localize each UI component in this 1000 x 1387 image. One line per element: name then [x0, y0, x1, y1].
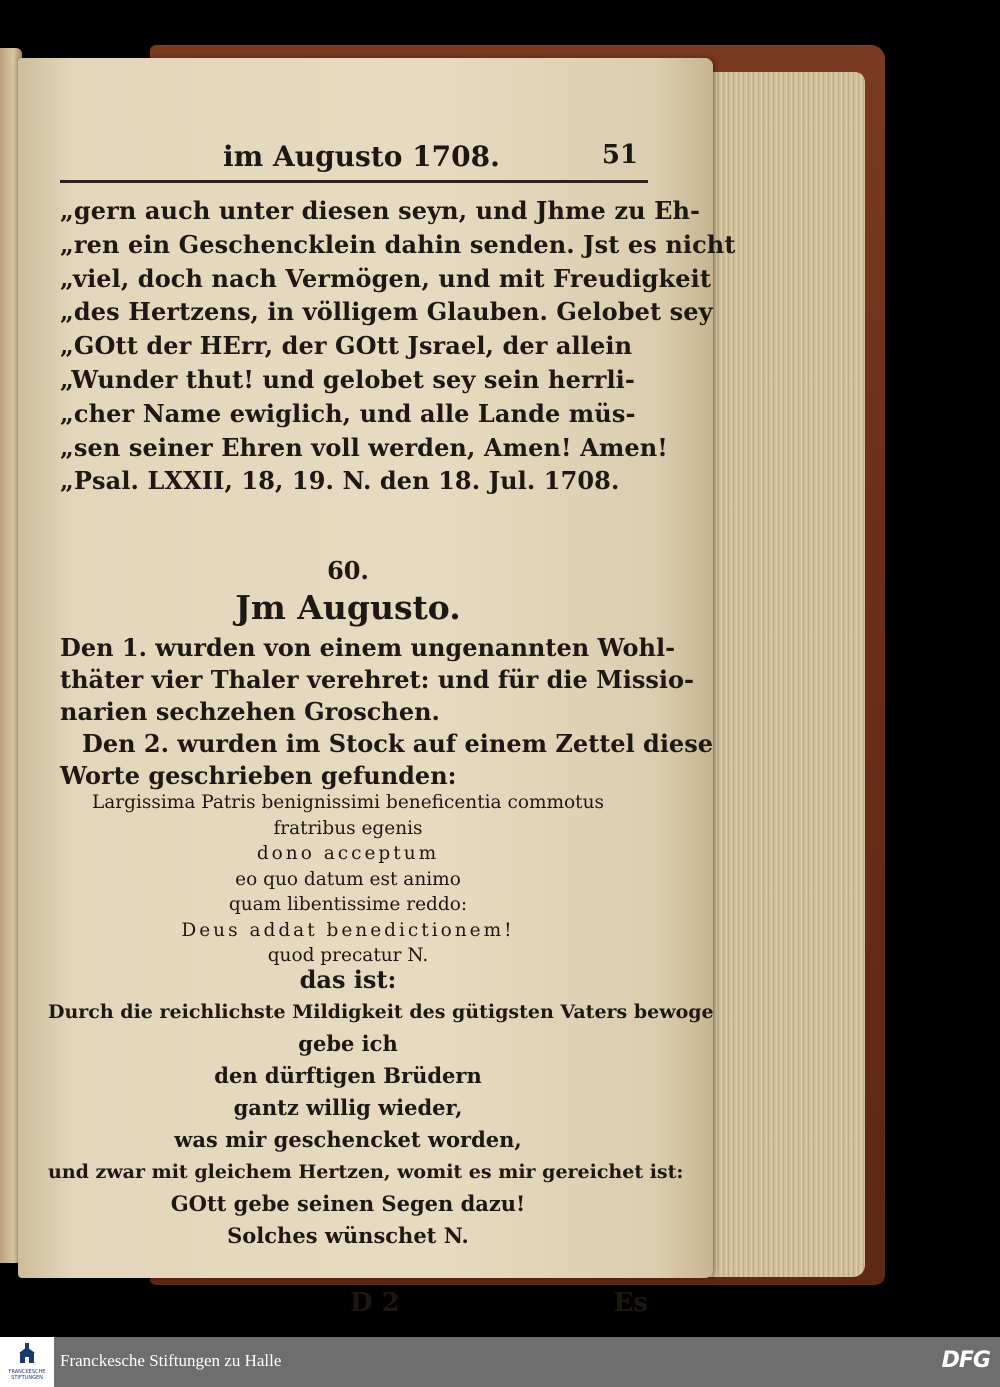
german-line: was mir geschencket worden,	[174, 1127, 522, 1152]
text-line: „sen seiner Ehren voll werden, Amen! Amen!	[60, 432, 668, 462]
text-line: „gern auch unter diesen seyn, und Jhme zu Eh-	[60, 196, 701, 225]
text-line: Den 2. wurden im Stock auf einem Zettel diese	[82, 729, 713, 758]
text-line: Worte geschrieben gefunden:	[60, 761, 457, 790]
entry-paragraph	[60, 632, 713, 792]
text-line: Den 1. wurden von einem ungenannten Wohl-	[60, 633, 676, 662]
text-line: thäter vier Thaler verehret: und für die Missio-	[60, 665, 694, 694]
latin-line: dono acceptum	[256, 843, 440, 864]
german-line: Durch die reichlichste Mildigkeit des gütigsten Vaters bewoge	[48, 1001, 714, 1023]
das-ist-heading: das ist:	[299, 965, 397, 994]
german-translation	[48, 964, 714, 1252]
letter-reference	[60, 464, 650, 498]
logo-caption: FRANCKESCHE STIFTUNGEN	[8, 1369, 46, 1381]
text-line: „cher Name ewiglich, und alle Lande müs-	[60, 398, 636, 428]
latin-line: quam libentissime reddo:	[228, 894, 468, 915]
text-line: „des Hertzens, in völligem Glauben. Gelobet sey	[60, 297, 713, 327]
text-line: narien sechzehen Groschen.	[60, 697, 440, 726]
institution-logo[interactable]	[0, 1337, 54, 1387]
header-rule	[60, 180, 648, 183]
catchword: Es	[613, 1288, 648, 1318]
signature-mark: D 2	[350, 1288, 400, 1318]
latin-line: Deus addat benedictionem!	[181, 919, 515, 941]
german-line: und zwar mit gleichem Hertzen, womit es mir gereichet ist:	[48, 1161, 684, 1183]
text-line: „viel, doch nach Vermögen, und mit Freudigkeit	[60, 263, 712, 293]
section-number: 60.	[327, 556, 369, 585]
german-line: gebe ich	[298, 1031, 398, 1056]
institution-name[interactable]: Franckesche Stiftungen zu Halle	[60, 1351, 282, 1370]
institution-logo-icon	[17, 1343, 37, 1365]
section-title: Jm Augusto.	[235, 588, 461, 627]
letter-paragraph	[60, 194, 736, 498]
text-line: „GOtt der HErr, der GOtt Jsrael, der allein	[60, 331, 633, 361]
footer-bar	[0, 1337, 1000, 1387]
running-header	[48, 138, 648, 178]
german-line: den dürftigen Brüdern	[214, 1063, 482, 1088]
latin-line: quod precatur N.	[267, 945, 429, 966]
text-line: „Wunder thut! und gelobet sey sein herrli-	[60, 364, 635, 394]
german-line: GOtt gebe seinen Segen dazu!	[170, 1191, 526, 1216]
latin-inscription	[48, 790, 648, 969]
latin-line: Largissima Patris benignissimi beneficentia commotus	[91, 792, 605, 813]
psalm-reference: „Psal. LXXII, 18, 19.	[60, 466, 334, 496]
text-line: „ren ein Geschencklein dahin senden. Jst es nicht	[60, 229, 736, 259]
dfg-logo[interactable]: DFG	[941, 1348, 990, 1373]
latin-line: eo quo datum est animo	[235, 868, 461, 890]
page-number: 51	[601, 140, 638, 170]
letter-date: N. den 18. Jul. 1708.	[342, 466, 620, 496]
book-page	[18, 58, 736, 1318]
german-line: Solches wünschet N.	[227, 1223, 469, 1248]
header-title: im Augusto 1708.	[223, 140, 500, 173]
latin-line: fratribus egenis	[273, 817, 423, 839]
german-line: gantz willig wieder,	[233, 1095, 463, 1120]
